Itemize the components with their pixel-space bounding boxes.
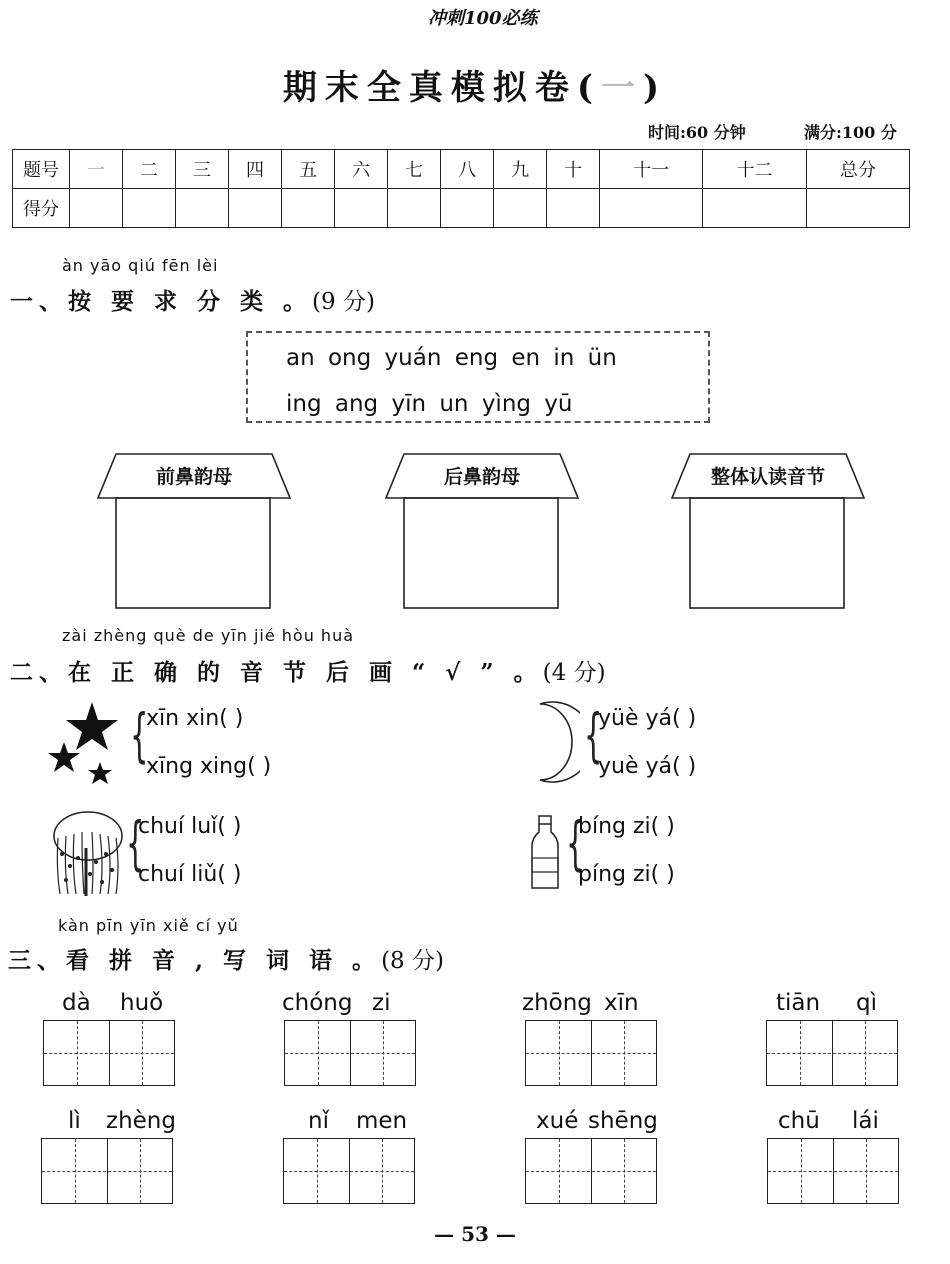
page-title — [0, 60, 950, 109]
score-cell[interactable] — [547, 189, 600, 228]
section3-points: (8 分) — [381, 948, 444, 974]
house-whole-syllable[interactable] — [670, 452, 866, 612]
word-pinyin-5a: lì — [68, 1108, 81, 1134]
bottle-icon — [528, 814, 562, 892]
house-label: 后鼻韵母 — [443, 466, 520, 488]
word-pinyin-3b: xīn — [604, 990, 639, 1016]
house-back-nasal[interactable] — [384, 452, 580, 612]
page-number: — 53 — — [434, 1222, 516, 1246]
col-header: 二 — [123, 150, 176, 189]
title-main: 期末全真模拟卷 — [282, 68, 577, 108]
section1-heading-text: 一、按 要 求 分 类 。 — [10, 288, 313, 315]
word-pinyin-5b: zhèng — [106, 1108, 176, 1134]
brace-icon: { — [130, 701, 149, 769]
house-label: 前鼻韵母 — [155, 466, 232, 488]
score-table-score-row — [13, 189, 910, 228]
moon-icon — [520, 700, 580, 784]
option-willow-1[interactable]: chuí luǐ( ) — [138, 814, 242, 839]
star-icon — [48, 700, 124, 790]
writing-grid[interactable] — [284, 1020, 416, 1086]
writing-grid[interactable] — [766, 1020, 898, 1086]
option-willow-2[interactable]: chuí liǔ( ) — [138, 862, 242, 887]
title-number: 一 — [601, 68, 643, 108]
syllable-row-2: ing ang yīn un yìng yū — [286, 391, 573, 417]
score-cell[interactable] — [282, 189, 335, 228]
word-pinyin-7a: xué — [536, 1108, 579, 1134]
col-header: 总分 — [806, 150, 909, 189]
word-pinyin-2b: zi — [372, 990, 391, 1016]
col-header: 六 — [335, 150, 388, 189]
col-header: 四 — [229, 150, 282, 189]
col-header: 一 — [70, 150, 123, 189]
writing-grid[interactable] — [43, 1020, 175, 1086]
score-cell[interactable] — [388, 189, 441, 228]
section2-pinyin: zài zhèng què de yīn jié hòu huà — [62, 626, 355, 645]
score-label: 满分:100 分 — [804, 123, 897, 142]
title-close: ) — [643, 68, 668, 108]
score-cell[interactable] — [806, 189, 909, 228]
section1-pinyin: àn yāo qiú fēn lèi — [62, 256, 219, 275]
brace-icon: { — [126, 809, 145, 877]
section3-heading — [8, 942, 444, 975]
col-header: 三 — [176, 150, 229, 189]
word-pinyin-8b: lái — [852, 1108, 879, 1134]
house-front-nasal[interactable] — [96, 452, 292, 612]
score-cell[interactable] — [229, 189, 282, 228]
writing-grid[interactable] — [525, 1138, 657, 1204]
series-title: 冲刺100必练 — [428, 8, 538, 29]
word-pinyin-4b: qì — [856, 990, 877, 1016]
word-pinyin-8a: chū — [778, 1108, 820, 1134]
willow-tree-icon — [48, 808, 126, 898]
score-table-row2-label: 得分 — [13, 189, 70, 228]
brace-icon: { — [566, 809, 585, 877]
section1-points: (9 分) — [312, 289, 375, 315]
col-header: 五 — [282, 150, 335, 189]
score-cell[interactable] — [70, 189, 123, 228]
option-moon-2[interactable]: yuè yá( ) — [598, 754, 697, 779]
option-star-1[interactable]: xīn xin( ) — [146, 706, 244, 731]
score-cell[interactable] — [703, 189, 806, 228]
score-cell[interactable] — [335, 189, 388, 228]
word-pinyin-7b: shēng — [588, 1108, 658, 1134]
writing-grid[interactable] — [283, 1138, 415, 1204]
col-header: 十一 — [600, 150, 703, 189]
word-pinyin-1b: huǒ — [120, 990, 164, 1016]
word-pinyin-2a: chóng — [282, 990, 353, 1016]
writing-grid[interactable] — [41, 1138, 173, 1204]
word-pinyin-3a: zhōng — [522, 990, 592, 1016]
word-pinyin-6b: men — [356, 1108, 408, 1134]
score-cell[interactable] — [176, 189, 229, 228]
word-pinyin-6a: nǐ — [308, 1108, 329, 1134]
option-moon-1[interactable]: yüè yá( ) — [598, 706, 697, 731]
score-table-row1-label: 题号 — [13, 150, 70, 189]
section1-heading — [10, 283, 375, 316]
option-bottle-2[interactable]: píng zi( ) — [578, 862, 675, 887]
score-cell[interactable] — [123, 189, 176, 228]
section2-heading-text: 二、在 正 确 的 音 节 后 画 “ √ ” 。 — [10, 659, 543, 686]
score-cell[interactable] — [494, 189, 547, 228]
score-cell[interactable] — [441, 189, 494, 228]
section3-pinyin: kàn pīn yīn xiě cí yǔ — [58, 916, 239, 935]
score-table-header-row — [13, 150, 910, 189]
col-header: 七 — [388, 150, 441, 189]
title-open: ( — [576, 68, 601, 108]
house-label: 整体认读音节 — [710, 466, 825, 488]
option-bottle-1[interactable]: bíng zi( ) — [578, 814, 675, 839]
score-cell[interactable] — [600, 189, 703, 228]
writing-grid[interactable] — [525, 1020, 657, 1086]
syllable-row-1: an ong yuán eng en in ün — [286, 345, 617, 371]
brace-icon: { — [584, 701, 603, 769]
word-pinyin-4a: tiān — [776, 990, 821, 1016]
option-star-2[interactable]: xīng xing( ) — [146, 754, 272, 779]
col-header: 十二 — [703, 150, 806, 189]
section2-heading — [10, 654, 606, 687]
section2-points: (4 分) — [542, 660, 606, 686]
col-header: 九 — [494, 150, 547, 189]
writing-grid[interactable] — [767, 1138, 899, 1204]
col-header: 十 — [547, 150, 600, 189]
syllable-box — [246, 331, 710, 423]
col-header: 八 — [441, 150, 494, 189]
word-pinyin-1a: dà — [62, 990, 91, 1016]
section3-heading-text: 三、看 拼 音 , 写 词 语 。 — [8, 947, 382, 974]
time-label: 时间:60 分钟 — [648, 123, 746, 142]
score-table — [12, 149, 910, 228]
